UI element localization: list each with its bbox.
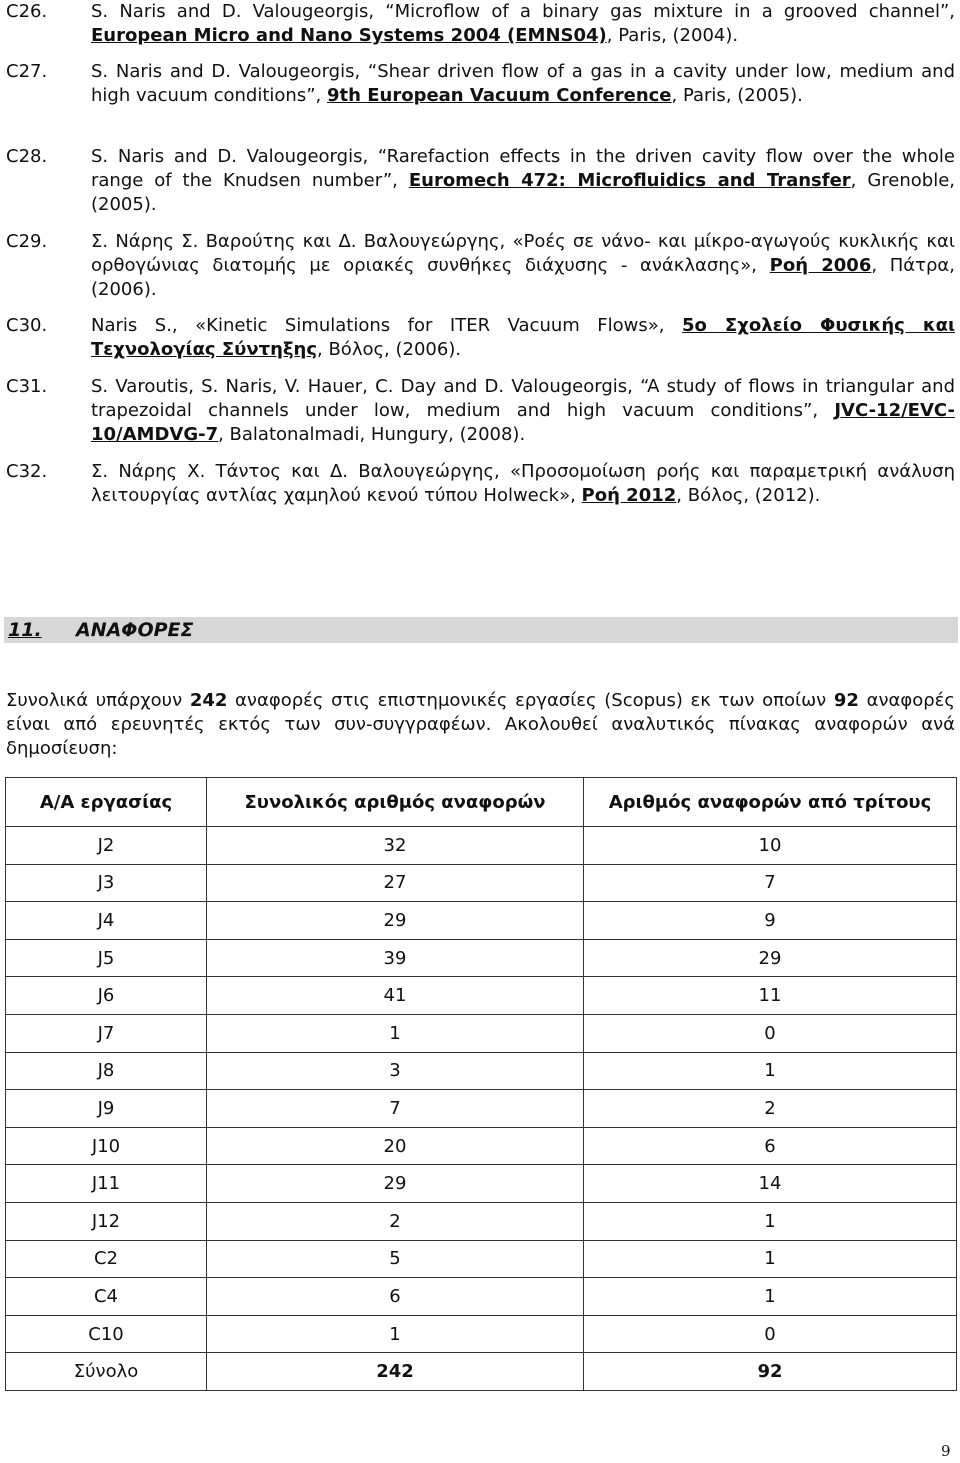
cell-total: 5 — [207, 1240, 584, 1278]
table-row — [6, 827, 957, 865]
reference-id: C29. — [6, 231, 48, 252]
cell-paper-id: J10 — [6, 1127, 207, 1165]
reference-text: S. Varoutis, S. Naris, V. Hauer, C. Day and D. Valougeorgis, “A study of flows in triangular and trapezoidal channels under low, medium and high vacuum conditions”, JVC-12/EVC-10/AMDVG-7, Balatonalmadi, Hungury, (2008). — [91, 376, 955, 445]
table-row — [6, 1315, 957, 1353]
header-total-citations: Συνολικός αριθμός αναφορών — [207, 778, 584, 827]
cell-third-sum: 92 — [584, 1353, 957, 1391]
reference-id: C30. — [6, 315, 48, 336]
reference-id: C31. — [6, 376, 48, 397]
table-row — [6, 1014, 957, 1052]
reference-text: S. Naris and D. Valougeorgis, “Microflow of a binary gas mixture in a grooved channel”, European Micro and Nano Systems 2004 (EMNS04), Paris, (2004). — [91, 1, 955, 46]
cell-total: 29 — [207, 902, 584, 940]
table-row — [6, 902, 957, 940]
cell-paper-id: J2 — [6, 827, 207, 865]
cell-paper-id: J6 — [6, 977, 207, 1015]
cell-total: 1 — [207, 1315, 584, 1353]
reference-venue[interactable]: 5o Σχολείο Φυσικής και Τεχνολογίας Σύντηξης — [91, 315, 956, 360]
intro-paragraph: Συνολικά υπάρχουν 242 αναφορές στις επιστημονικές εργασίες (Scopus) εκ των οποίων 92 αναφορές είναι από ερευνητές εκτός των συν-συγγραφέων. Ακολουθεί αναλυτικός πίνακας αναφορών ανά δημοσίευση: — [6, 690, 955, 759]
cell-paper-id: J8 — [6, 1052, 207, 1090]
cell-total: 7 — [207, 1090, 584, 1128]
cell-third: 10 — [584, 827, 957, 865]
reference-id: C27. — [6, 61, 48, 82]
reference-id: C28. — [6, 146, 48, 167]
cell-total: 32 — [207, 827, 584, 865]
cell-third: 1 — [584, 1052, 957, 1090]
cell-paper-id: J4 — [6, 902, 207, 940]
cell-total: 20 — [207, 1127, 584, 1165]
cell-third: 1 — [584, 1278, 957, 1316]
table-row — [6, 939, 957, 977]
cell-third: 0 — [584, 1315, 957, 1353]
reference-venue[interactable]: Ροή 2006 — [769, 255, 872, 276]
cell-third: 6 — [584, 1127, 957, 1165]
section-title: ΑΝΑΦΟΡΕΣ — [76, 619, 194, 641]
cell-paper-id: C2 — [6, 1240, 207, 1278]
reference-text: S. Naris and D. Valougeorgis, “Shear driven flow of a gas in a cavity under low, medium and high vacuum conditions”, 9th European Vacuum Conference, Paris, (2005). — [91, 61, 955, 106]
cell-third: 1 — [584, 1240, 957, 1278]
table-total-row — [6, 1353, 957, 1391]
reference-id: C32. — [6, 461, 48, 482]
table-row — [6, 1052, 957, 1090]
cell-paper-id: C4 — [6, 1278, 207, 1316]
total-citations: 242 — [189, 690, 228, 711]
cell-total: 6 — [207, 1278, 584, 1316]
cell-paper-id: J12 — [6, 1202, 207, 1240]
cell-total: 27 — [207, 864, 584, 902]
reference-venue[interactable]: JVC-12/EVC-10/AMDVG-7 — [91, 400, 955, 445]
table-row — [6, 1127, 957, 1165]
reference-text: Σ. Νάρης Σ. Βαρούτης και Δ. Βαλουγεώργης, «Ροές σε νάνο- και μίκρο-αγωγούς κυκλικής και ορθογώνιας διατομής με οριακές συνθήκες διάχυσης - ανάκλασης», Ροή 2006, Πάτρα, (2006). — [91, 231, 955, 300]
citations-table — [5, 777, 957, 1391]
table-row — [6, 1278, 957, 1316]
table-row — [6, 977, 957, 1015]
cell-third: 7 — [584, 864, 957, 902]
page-number: 9 — [941, 1442, 951, 1460]
cell-paper-id: J11 — [6, 1165, 207, 1203]
cell-total: 1 — [207, 1014, 584, 1052]
cell-total: 41 — [207, 977, 584, 1015]
cell-paper-id: J9 — [6, 1090, 207, 1128]
cell-third: 9 — [584, 902, 957, 940]
cell-total-label: Σύνολο — [6, 1353, 207, 1391]
table-row — [6, 1240, 957, 1278]
section-number: 11. — [8, 619, 42, 641]
table-row — [6, 864, 957, 902]
header-third-party-citations: Αριθμός αναφορών από τρίτους — [584, 778, 957, 827]
header-paper-id: Α/Α εργασίας — [6, 778, 207, 827]
table-header-row — [6, 778, 957, 827]
reference-venue[interactable]: 9th European Vacuum Conference — [327, 85, 672, 106]
cell-third: 2 — [584, 1090, 957, 1128]
reference-text: Naris S., «Kinetic Simulations for ITER Vacuum Flows», 5o Σχολείο Φυσικής και Τεχνολογίας Σύντηξης, Βόλος, (2006). — [91, 315, 956, 360]
section-heading — [4, 617, 958, 643]
cell-third: 1 — [584, 1202, 957, 1240]
cell-total: 39 — [207, 939, 584, 977]
cell-total: 3 — [207, 1052, 584, 1090]
reference-id: C26. — [6, 1, 48, 22]
third-party-citations: 92 — [833, 690, 859, 711]
cell-total: 29 — [207, 1165, 584, 1203]
cell-paper-id: J3 — [6, 864, 207, 902]
cell-paper-id: J5 — [6, 939, 207, 977]
cell-total-sum: 242 — [207, 1353, 584, 1391]
table-row — [6, 1090, 957, 1128]
cell-total: 2 — [207, 1202, 584, 1240]
cell-paper-id: C10 — [6, 1315, 207, 1353]
table-row — [6, 1165, 957, 1203]
table-row — [6, 1202, 957, 1240]
cell-third: 11 — [584, 977, 957, 1015]
cell-third: 0 — [584, 1014, 957, 1052]
cell-third: 14 — [584, 1165, 957, 1203]
reference-venue[interactable]: European Micro and Nano Systems 2004 (EMNS04) — [91, 25, 607, 46]
reference-venue[interactable]: Ροή 2012 — [581, 485, 677, 506]
reference-text: Σ. Νάρης Χ. Τάντος και Δ. Βαλουγεώργης, «Προσομοίωση ροής και παραμετρική ανάλυση λειτουργίας αντλίας χαμηλού κενού τύπου Holweck», Ροή 2012, Βόλος, (2012). — [91, 461, 955, 506]
reference-text: S. Naris and D. Valougeorgis, “Rarefaction effects in the driven cavity flow over the whole range of the Knudsen number”, Euromech 472: Microfluidics and Transfer, Grenoble, (2005). — [91, 146, 955, 215]
cell-third: 29 — [584, 939, 957, 977]
cell-paper-id: J7 — [6, 1014, 207, 1052]
reference-venue[interactable]: Euromech 472: Microfluidics and Transfer — [408, 170, 851, 191]
